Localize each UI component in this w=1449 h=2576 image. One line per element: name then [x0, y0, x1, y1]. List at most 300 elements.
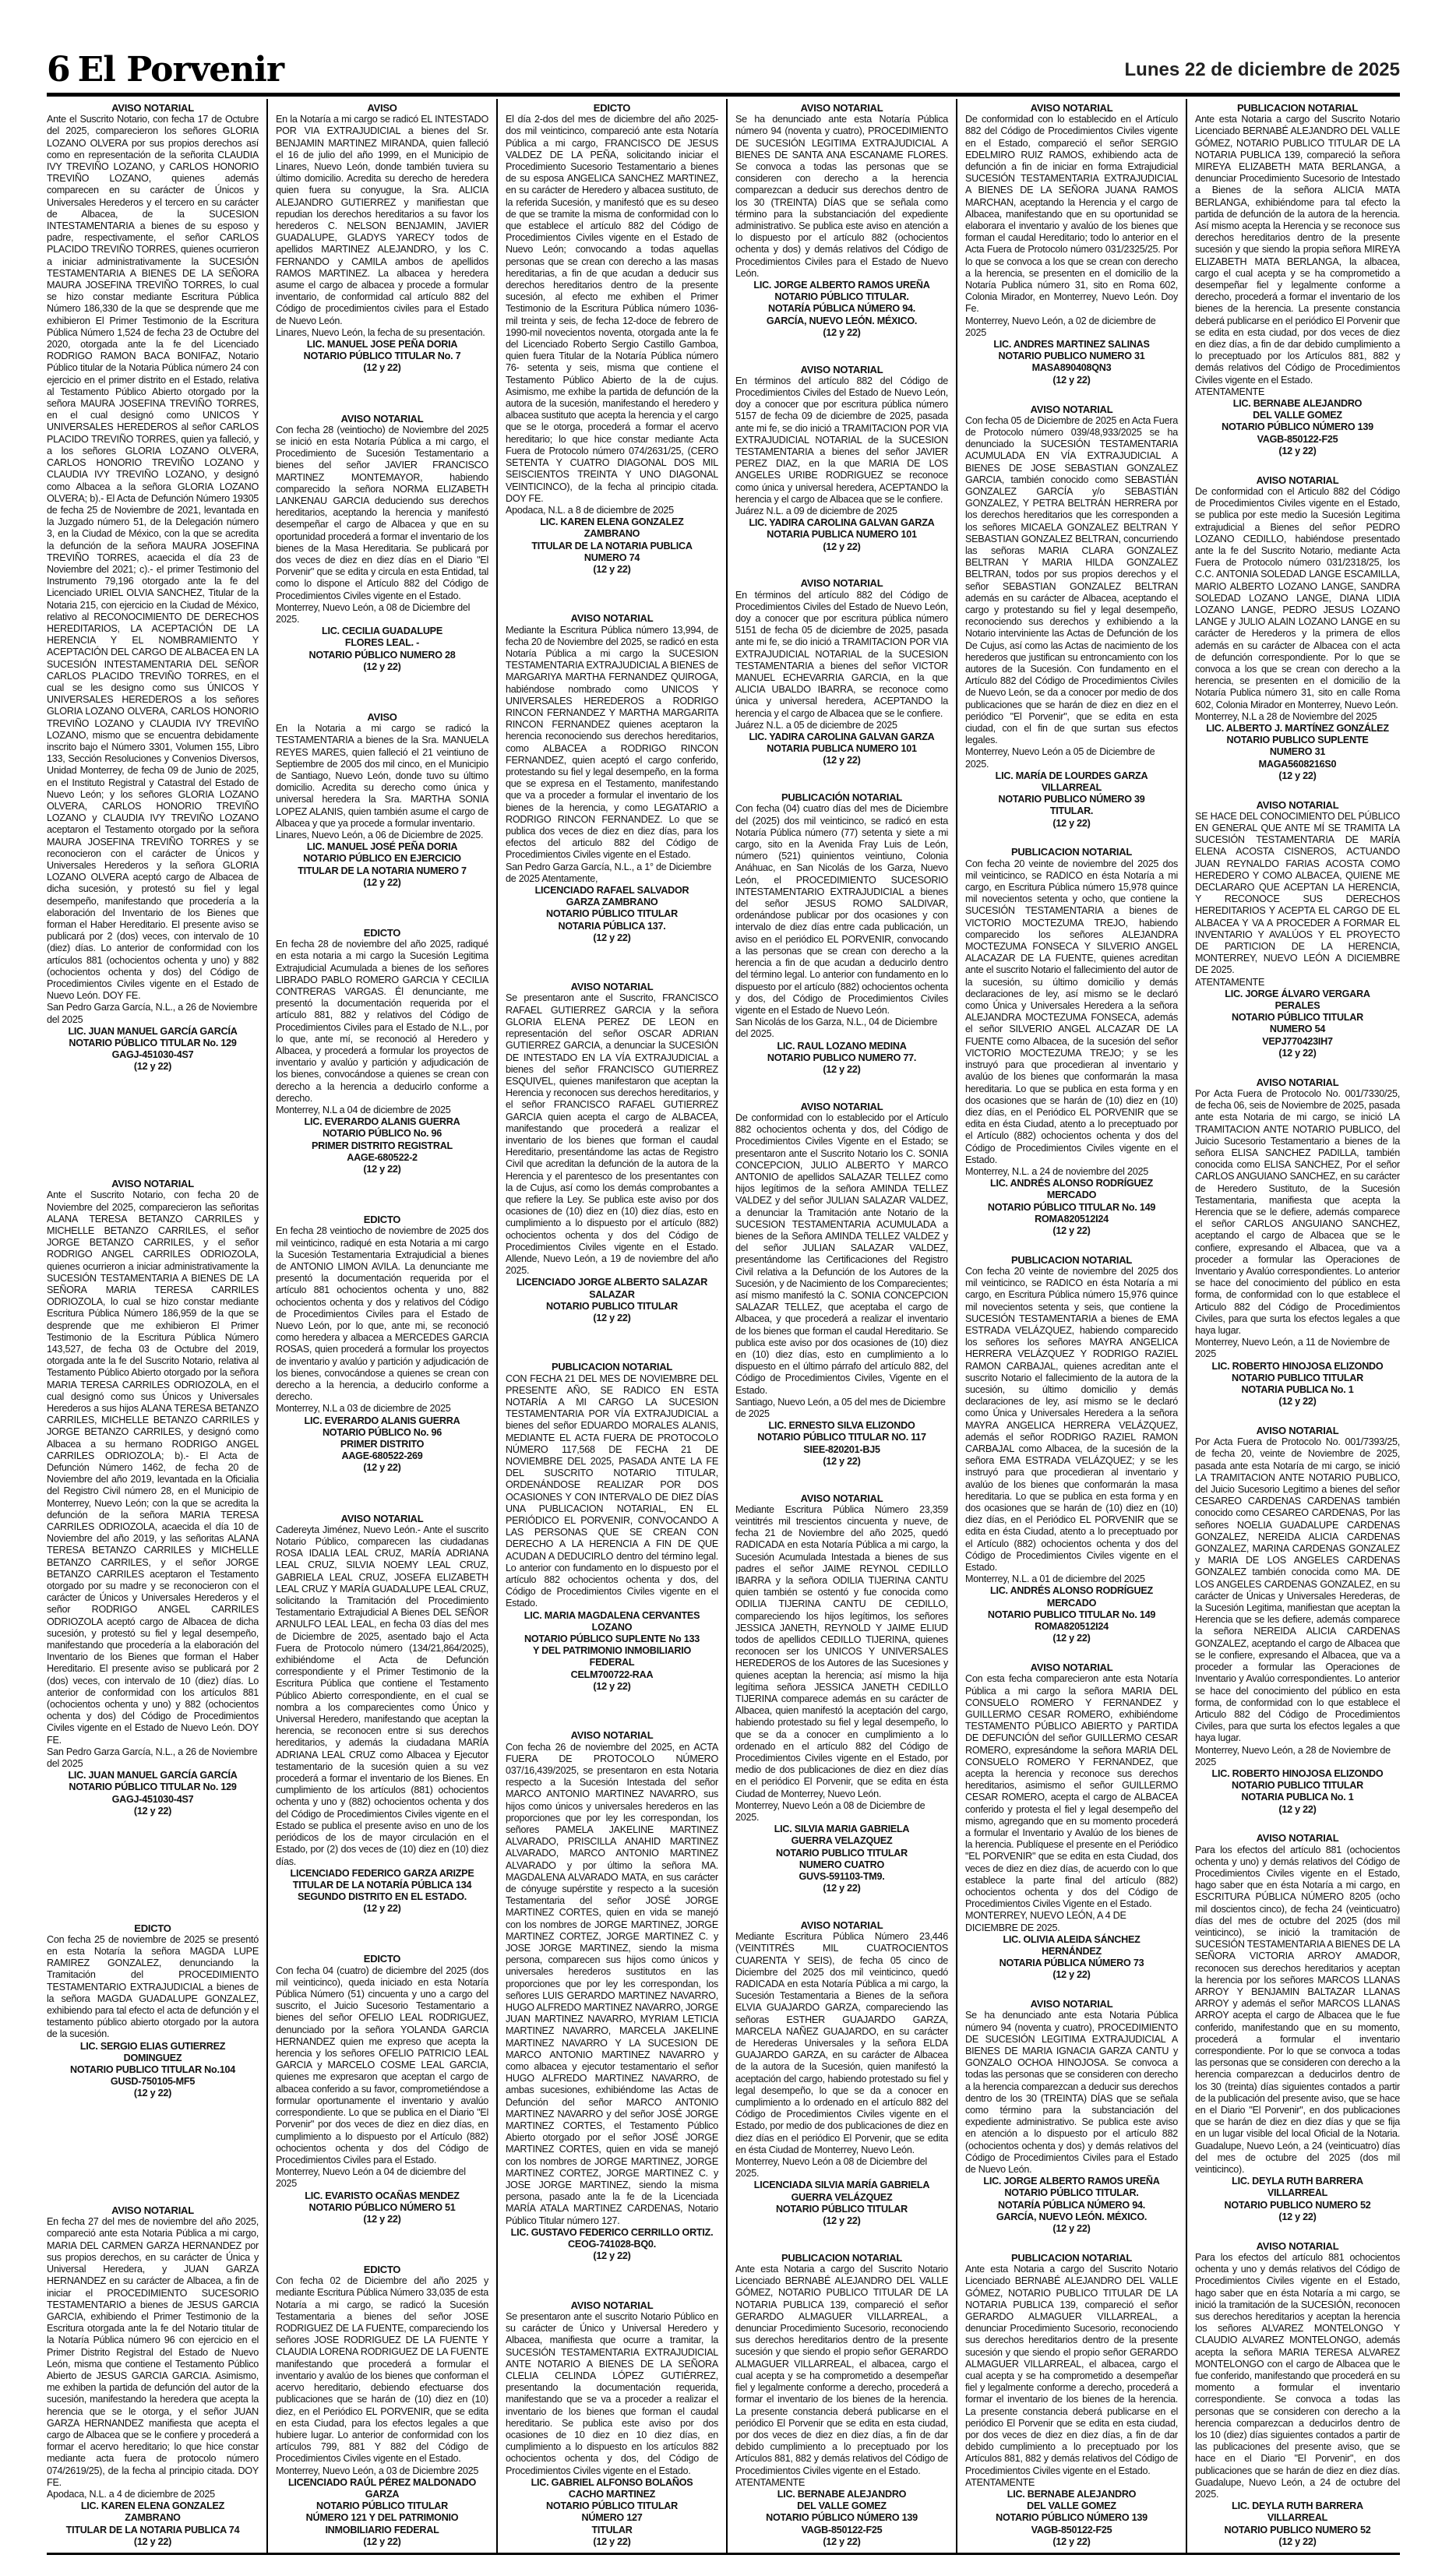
- column-1: [47, 99, 266, 2553]
- signature-line: (12 y 22): [133, 1805, 172, 1817]
- signature-line: LIC. GUSTAVO FEDERICO CERRILLO ORTIZ.: [510, 2226, 714, 2238]
- notice-place-date: Monterrey, N.L. a 01 de diciembre del 2025: [965, 1573, 1145, 1585]
- signature-line: (12 y 22): [363, 2213, 401, 2225]
- signature-line: (12 y 22): [133, 1061, 172, 1073]
- signature-line: (12 y 22): [363, 1903, 401, 1915]
- notary-signature: [276, 1415, 488, 1475]
- notice-title: PUBLICACION NOTARIAL: [1010, 2251, 1133, 2264]
- notary-signature: [735, 280, 948, 339]
- signature-line: ROMA820512I24: [1035, 1621, 1109, 1633]
- signature-line: NOTARIO PÚBLICO NÚMERO 139: [766, 2512, 918, 2524]
- signature-line: NOTARIO PÚBLICO No. 96: [322, 1426, 442, 1438]
- notice-body: Por Acta Fuera de Protocolo No. 001/7330/25, de fecha 06, seis de Noviembre de 2025, pasada ante esta Notaria de mi cargo, se inició LA TRAMITACION ANTE NOTARIO PUBLICO, del Juicio Sucesorio Testamentario a bienes de la señora ELISA SANCHEZ PADILLA, también conocida como ELISA SANCHEZ, Por el señor CARLOS ANGUIANO SANCHEZ, en su carácter de Heredero Sustituto, de la Sucesión Testamentaria, manifiesta que acepta la Herencia que se le defiere, además comparece el señor CARLOS ANGUIANO SANCHEZ, aceptando el cargo de Albacea que se le confiere, expresando el Albacea, que va a proceder a formular las Operaciones de Inventario y Avalúo correspondientes. Lo anterior se hace del conocimiento del público en esta forma, de conformidad con lo que establece el Articulo 882 del Código de Procedimientos Civiles, para que surta los efectos legales a que haya lugar.: [1195, 1087, 1400, 1336]
- signature-line: AAGE-680522-2: [347, 1151, 418, 1163]
- legal-notice: [276, 1513, 488, 1915]
- notary-signature: [735, 2489, 948, 2548]
- notary-signature: [735, 517, 948, 553]
- notice-title: AVISO NOTARIAL: [1030, 102, 1113, 114]
- signature-line: NUMERO CUATRO: [799, 1859, 885, 1870]
- signature-line: LIC. JUAN MANUEL GARCÍA GARCÍA: [68, 1025, 238, 1037]
- signature-line: SEGUNDO DISTRITO EN EL ESTADO.: [297, 1891, 467, 1903]
- notice-place-date: Apodaca, N.L. a 4 de diciembre de 2025: [47, 2488, 215, 2500]
- notice-place-date: Monterrey, Nuevo León a 05 de Diciembre de 2025.: [965, 746, 1155, 770]
- signature-line: (12 y 22): [1052, 374, 1091, 386]
- notice-place-date: Monterrey, N.L. a 24 de noviembre del 2025: [965, 1165, 1148, 1177]
- notice-body: Con fecha 26 de noviembre del 2025, en ACTA FUERA DE PROTOCOLO NÚMERO 037/16,439/2025, se presentaron en esta Notaria respecto a la Sucesión Intestada del señor MARCO ANTONIO MARTINEZ NAVARRO, sus hijos como únicos y universales herederos en las proporciones que por ley les correspondan, los señores PAMELA JAKELINE MARTINEZ ALVARADO, PRISCILLA ANAHID MARTINEZ ALVARADO, MARCO ANTONIO MARTINEZ ALVARADO y por último la señora MA. MAGDALENA ALVARADO MATA, en sus carácter de cónyuge supérstite y respecto a la sucesión Testamentaria del señor JOSÉ JORGE MARTINEZ CORTES, quien en vida se manejó con los nombres de JORGE MARTINEZ, JORGE MARTINEZ CORTEZ, JORGE MARTINEZ C. y JOSE JORGE MARTINEZ, siendo la misma persona, comparecen sus hijos como únicos y universales herederos sustitutos en las proporciones que por ley les correspondan, los señores LUIS GERARDO MARTINEZ NAVARRO, HUGO ALFREDO MARTINEZ NAVARRO, JORGE JUAN MARTINEZ NAVARRO, MYRIAM LETICIA MARTINEZ NAVARRO, MARCELA JAKELINE MARTINEZ NAVARRO Y LA SUCESION DE MARCO ANTONIO MARTINEZ NAVARRO y como albacea y ejecutor testamentario el señor HUGO ALFREDO MARTINEZ NAVARRO, de ambas sucesiones, exhibiéndome las Actas de Defunción del señor MARCO ANTONIO MARTINEZ NAVARRO y del señor JOSÉ JORGE MARTINEZ CORTES, el Testamento Público Abierto otorgado por el señor JOSÉ JORGE MARTINEZ CORTES, quien en vida se manejó con los nombres de JORGE MARTINEZ, JORGE MARTINEZ CORTEZ, JORGE MARTINEZ C. y JOSE JORGE MARTINEZ, siendo la misma persona, pasado ante la fe de la Licenciada MARÍA ATALA MARTINEZ CARDENAS, Notario Público Titular número 127.: [506, 1741, 718, 2226]
- top-rule-divider: [47, 93, 1400, 97]
- notary-signature: [1195, 988, 1400, 1059]
- signature-line: VAGB-850122-F25: [1257, 433, 1338, 445]
- notice-title: AVISO NOTARIAL: [800, 102, 883, 114]
- signature-line: LIC. MANUEL JOSE PEÑA DORIA: [306, 339, 458, 351]
- signature-line: TITULAR DE LA NOTARÍA PÚBLICA 134: [292, 1879, 472, 1891]
- signature-line: SIEE-820201-BJ5: [803, 1443, 880, 1455]
- signature-line: TITULAR DE LA NOTARIA PUBLICA 74: [65, 2524, 240, 2535]
- signature-line: NOTARIO PÚBLICO TITULAR.: [1004, 2187, 1139, 2199]
- signature-line: DEL VALLE GOMEZ: [797, 2500, 887, 2512]
- signature-line: NOTARIO PÚBLICO TITULAR No. 129: [69, 1038, 237, 1049]
- signature-line: ROMA820512I24: [1035, 1213, 1109, 1225]
- signature-line: LIC. MARÍA DE LOURDES GARZA: [995, 770, 1148, 781]
- notice-title: AVISO NOTARIAL: [1030, 1998, 1113, 2010]
- signature-line: ZAMBRANO: [125, 2512, 181, 2524]
- notice-place-date: Monterrey, Nuevo León, a 02 de diciembre de 2025: [965, 315, 1156, 338]
- legal-notice: [1195, 1425, 1400, 1816]
- legal-notice: [965, 1662, 1178, 1981]
- signature-line: LICENCIADO FEDERICO GARZA ARIZPE: [290, 1867, 474, 1879]
- notice-title: AVISO NOTARIAL: [1256, 1076, 1339, 1088]
- notice-title: EDICTO: [134, 1922, 171, 1934]
- signature-line: VEPJ770423IH7: [1262, 1035, 1333, 1047]
- notice-title: PUBLICACION NOTARIAL: [781, 2251, 903, 2264]
- notary-signature: [506, 885, 718, 944]
- signature-line: FEDERAL: [589, 1657, 635, 1669]
- notice-title: EDICTO: [363, 1214, 401, 1226]
- signature-line: NOTARIO PÚBLICO No. 96: [322, 1128, 442, 1140]
- notices-columns: [47, 99, 1400, 2553]
- signature-line: LOZANO: [591, 1621, 633, 1633]
- signature-line: (12 y 22): [823, 541, 861, 552]
- signature-line: LIC. KAREN ELENA GONZALEZ: [540, 516, 684, 528]
- signature-line: AAGE-680522-269: [341, 1450, 423, 1462]
- legal-notice: [276, 1953, 488, 2225]
- signature-line: NOTARIO PÚBLICO TITULAR: [776, 2203, 908, 2215]
- notice-place-date: Monterrey, Nuevo León a 08 de Diciembre de 2025.: [735, 1799, 925, 1824]
- legal-notice: [47, 102, 259, 1073]
- signature-line: NOTARIO PÚBLICO NÚMERO 139: [1222, 421, 1373, 433]
- signature-line: MAGA5608216S0: [1258, 758, 1337, 770]
- notice-place-date: Monterrey, N.L a 04 de diciembre de 2025: [276, 1105, 451, 1116]
- signature-line: (12 y 22): [1052, 1225, 1091, 1236]
- legal-notice: [276, 1214, 488, 1474]
- notary-signature: [1195, 2500, 1400, 2548]
- signature-line: (12 y 22): [363, 1164, 401, 1175]
- notice-place-date: Juárez N.L. a 09 de diciembre de 2025: [735, 506, 897, 517]
- notice-place-date: Monterrey, Nuevo León a 04 de diciembre del 2025: [276, 2166, 466, 2190]
- notice-title: AVISO NOTARIAL: [570, 981, 654, 993]
- notary-signature: [276, 2190, 488, 2226]
- notice-title: AVISO NOTARIAL: [1256, 1425, 1339, 1437]
- signature-line: SALAZAR: [589, 1288, 635, 1300]
- notice-body: De conformidad con lo establecido en el Artículo 882 del Código de Procedimientos Civiles vigente en el Estado, compareció el señor SERGIO EDELMIRO RUIZ RAMOS, exhibiendo acta de defunción a fin de iniciar en forma Extrajudicial SUCESIÓN TESTAMENTARIA EXTRAJUDICIAL A BIENES DE LA SEÑORA JUANA RAMOS MARCHAN, aceptando la Herencia y el cargo de Albacea, manifestando que en su oportunidad se elaborara el inventario y avalúo de los bienes que forman el caudal Hereditario; todo lo anterior en el Acta Fuera de Protocolo número 031/2325/25. Por lo que se convoca a los que se crean con derecho a la herencia, se presenten en el domicilio de la Notaría Publica número 31, sito en Roma 602, Colonia Mirador, en Monterrey, Nuevo León. Doy Fe.: [965, 114, 1178, 315]
- signature-line: LICENCIADO RAFAEL SALVADOR: [534, 885, 689, 897]
- signature-line: LIC. GABRIEL ALFONSO BOLAÑOS: [531, 2476, 693, 2488]
- signature-line: (12 y 22): [823, 755, 861, 766]
- notary-signature: [735, 1420, 948, 1468]
- signature-line: TITULAR DE LA NOTARIA NUMERO 7: [298, 865, 467, 876]
- signature-line: (12 y 22): [823, 326, 861, 338]
- legal-notice: [506, 2299, 718, 2548]
- notice-title: EDICTO: [363, 2264, 401, 2276]
- notice-place-date: ATENTAMENTE: [1195, 386, 1265, 397]
- signature-line: NOTARÍA PÚBLICA NÚMERO 94.: [768, 303, 915, 315]
- signature-line: LIC. JUAN MANUEL GARCÍA GARCÍA: [68, 1770, 238, 1781]
- notice-body: SE HACE DEL CONOCIMIENTO DEL PÚBLICO EN GENERAL QUE ANTE MÍ SE TRAMITA LA SUCESIÓN TESTAMENTARIA DE MARÍA ELENA ACOSTA CISNEROS, ACTUANDO JUAN REYNALDO FARIAS ACOSTA COMO HEREDERO Y COMO ALBACEA, QUIENE ME DECLARARO QUE ACEPTAN LA HERENCIA, Y RECONOCE SUS DERECHOS HEREDITARIOS Y ACEPTA EL CARGO DE EL ALBACEA Y VA A PROCEDER A FORMAR EL INVENTARIO Y AVALÚOS Y EL PROYECTO DE PARTICION DE LA HERENCIA, MONTERREY, NUEVO LEÓN A DICIEMBRE DE 2025.: [1195, 810, 1400, 976]
- notice-body: De conformidad con lo establecido por el Artículo 882 ochocientos ochenta y dos, del Código de Procedimientos Civiles Vigente en el Estado; se presentaron ante el Suscrito Notario los C. SONIA CONCEPCION, JULIO ALBERTO Y MARCO ANTONIO de apellidos SALAZAR TELLEZ como hijos legítimos de la señora AMINDA TELLEZ VALDEZ y del señor JULIAN SALAZAR VALDEZ, a denunciar la Tramitación ante Notario de la SUCESION TESTAMENTARIA ACUMULADA a bienes de la Señora AMINDA TELLEZ VALDEZ y del señor JULIAN SALAZAR VALDEZ, presentándome las Certificaciones del Registro Civil relativa a la Defunción de los Autores de la Sucesión, y de Nacimiento de los Comparecientes; así mismo manifestó la C. SONIA CONCEPCION SALAZAR TELLEZ, que aceptaba el cargo de Albacea, y que procederá a realizar el inventario de los bienes que forman el caudal Hereditario. Se publica este aviso por dos ocasiones de (10) diez en (10) diez días, esto en cumplimiento a lo dispuesto en el último párrafo del artículo 882, del Código de Procedimientos Civiles, Vigente en el Estado.: [735, 1112, 948, 1396]
- signature-line: LIC. BERNABE ALEJANDRO: [1232, 398, 1363, 410]
- legal-notice: [1195, 1077, 1400, 1408]
- signature-line: NOTARIO PÚBLICO NUMERO 28: [308, 649, 456, 661]
- notice-body: Con fecha 20 veinte de noviembre del 2025 dos mil veinticinco, se RADICO en ésta Notaría a mi cargo, en Escritura Pública número 15,976 quince mil novecientos setenta y seis, que contiene la SUCESIÓN TESTAMENTARIA a bienes de EMA ESTRADA VELÁZQUEZ, habiendo comparecido los señores los señores MAYRA ANGELICA HERRERA VELÁZQUEZ Y RODRIGO RAZIEL RAMON CARBAJAL, quienes acreditan ante el suscrito Notario el fallecimiento de la autora de la sucesión, su último domicilio y demás declaraciones de ley, así mismo se le declaró como Única y Universales Heredera a la señora MAYRA ANGELICA HERRERA VELÁZQUEZ, además el señor RODRIGO RAZIEL RAMON CARBAJAL como Albacea, de la sucesión de la señora EMA ESTRADA VELÁZQUEZ; y se les instruyó para que procedieran al inventario y avalúo de los bienes que conformarán la masa hereditaria. Lo que se publica en esta forma y en dos ocasiones que se harán de (10) diez en (10) diez días, en el Periódico EL PORVENIR que se edita en ésta Ciudad, atento a lo preceptuado por el Artículo (882) ochocientos ochenta y dos del Código de Procedimientos Civiles vigente en el Estado.: [965, 1265, 1178, 1573]
- notice-title: AVISO NOTARIAL: [111, 2204, 194, 2217]
- signature-line: NOTARIA PUBLICA No. 1: [1241, 1384, 1354, 1395]
- notice-body: CON FECHA 21 DEL MES DE NOVIEMBRE DEL PRESENTE AÑO, SE RADICO EN ESTA NOTARÍA A MI CARGO LA SUCESION TESTAMENTARIA POR VÍA EXTRAJUDICIAL a bienes del señor EDUARDO MORALES ALANIS, MEDIANTE EL ACTA FUERA DE PROTOCOLO NÚMERO 117,568 DE FECHA 21 DE NOVIEMBRE DEL 2025, PASADA ANTE LA FE DEL SUSCRITO NOTARIO TITULAR, ORDENÁNDOSE REALIZAR POR DOS OCASIONES Y CON INTERVALO DE DIEZ DÍAS UNA PUBLICACION NOTARIAL, EN EL PERIÓDICO EL PORVENIR, CONVOCANDO A LAS PERSONAS QUE SE CREAN CON DERECHO A LA HERENCIA A FIN DE QUE ACUDAN A DEDUCIRLO dentro del término legal. Lo anterior con fundamento en lo dispuesto por el artículo 882 ochocientos ochenta y dos, del Código de Procedimientos Civiles vigente en el Estado.: [506, 1373, 718, 1609]
- signature-line: (12 y 22): [1278, 1803, 1317, 1815]
- notary-signature: [965, 339, 1178, 386]
- legal-notice: [506, 1361, 718, 1693]
- signature-line: NÚMERO 121 Y DEL PATRIMONIO: [305, 2512, 459, 2524]
- signature-line: CEOG-741028-BQ0.: [568, 2239, 656, 2250]
- signature-line: (12 y 22): [363, 876, 401, 888]
- signature-line: PRIMER DISTRITO REGISTRAL: [311, 1140, 453, 1151]
- notice-body: Con fecha 02 de Diciembre del año 2025 y mediante Escritura Pública Número 33,035 de esta Notaría a mi cargo, se radicó la Sucesión Testamentaria a bienes del señor JOSE RODRIGUEZ DE LA FUENTE, compareciendo los señores JOSE RODRIGUEZ DE LA FUENTE Y CLAUDIA LORENA RODRIGUEZ DE LA FUENTE manifestando que procederá a formular el inventario y avalúo de los bienes que conforman el acervo hereditario, debiendo efectuarse dos publicaciones que se harán de (10) diez en (10) diez, en el Periódico EL PORVENIR, que se edita en esta Ciudad, para los efectos legales a que hubiere lugar. Lo anterior de conformidad con los artículos 799, 881 Y 882 del Código de Procedimientos Civiles vigente en el Estado.: [276, 2275, 488, 2465]
- notice-body: Mediante Escritura Pública Número 23,359 veintitrés mil trescientos cincuenta y nueve, de fecha 21 de Noviembre del año 2025, quedó RADICADA en esta Notaría Pública a mi cargo, la Sucesión Acumulada Intestada a bienes de sus padres el señor JAIME REYNOL CEDILLO IBARRA y la señora ODILIA TIJERINA CANTU quien también se ostentó y fue conocida como ODILIA TIJERINA CANTU DE CEDILLO, compareciendo los hijos legítimos, los señores JESSICA JANETH, REYNOLD Y JAIME ELIUD todos de apellidos CEDILLO TIJERINA, quienes reconocen ser los UNICOS Y UNIVERSALES HEREDEROS de los Autores de las Sucesiones y quienes aceptan la herencia; así mismo la hija legítima señora JESSICA JANETH CEDILLO TIJERINA comparece además en su carácter de Albacea, quien manifestó la aceptación del cargo, habiendo protestado su fiel y legal desempeño, lo que se da a conocer en cumplimiento a lo ordenado en el artículo 882 del Código de Procedimientos Civiles vigente en el Estado, por medio de dos publicaciones de diez en diez días en el periódico El Porvenir, que se edita en ésta Ciudad de Monterrey, Nuevo León.: [735, 1503, 948, 1799]
- signature-line: LICENCIADO RAÚL PÉREZ MALDONADO: [287, 2476, 477, 2488]
- signature-line: NÚMERO 127: [581, 2512, 643, 2524]
- notice-body: Para los efectos del artículo 881 ochocientos ochenta y uno y demás relativos del Código de Procedimientos Civiles vigente en el Estado, hago saber que en ésta Notaría a mi cargo, se inició la tramitación de la SUCESIÓN, reconocen sus derechos hereditarios y aceptan la herencia los señores ALVAREZ MONTELONGO Y CLAUDIO ALVAREZ MONTELONGO, además acepta la señora MARIA TERESA ALVAREZ MONTELONGO con el cargo de Albacea que le fue conferido, manifestando que procederá en su momento a formular el inventario correspondiente. Se convoca a todas las personas que se consideren con derecho a la herencia comparezcan a deducirlos dentro de los 10 (diez) días siguientes contados a partir de las publicaciones del presente aviso, que se hace en el Diario "El Porvenir", en dos publicaciones que se harán de diez en diez días. Guadalupe, Nuevo León, a 24 de octubre del 2025.: [1195, 2251, 1400, 2500]
- notice-title: PUBLICACIÓN NOTARIAL: [781, 791, 903, 804]
- signature-line: HERNÁNDEZ: [1042, 1945, 1102, 1957]
- notice-title: AVISO NOTARIAL: [570, 2299, 654, 2311]
- legal-notice: [965, 102, 1178, 386]
- signature-line: NOTARIO PÚBLICO NÚMERO 139: [996, 2512, 1148, 2524]
- signature-line: MERCADO: [1046, 1597, 1097, 1609]
- notice-place-date: MONTERREY, NUEVO LEÓN, A 4 DE DICIEMBRE DE 2025.: [965, 1910, 1126, 1933]
- signature-line: GARZA ZAMBRANO: [566, 897, 658, 908]
- legal-notice: [506, 102, 718, 576]
- signature-line: CELM700722-RAA: [570, 1669, 654, 1680]
- signature-line: LIC. JORGE ALBERTO RAMOS UREÑA: [983, 2176, 1160, 2187]
- signature-line: NOTARIO PÚBLICO TITULAR No. 129: [69, 1781, 237, 1793]
- notice-body: Se ha denunciado ante esta Notaría Pública número 94 (noventa y cuatro), PROCEDIMIENTO DE SUCESIÓN LEGITIMA EXTRAJUDICIAL A BIENES DE SANTA ANA ESCANAME FLORES. Se convoca a todas las personas que se consideren con derecho a la herencia comparezcan a deducir sus derechos dentro de los 30 (TREINTA) DÍAS que se señala como término para la substanciación del expediente administrativo. Se publica este aviso en atención a lo dispuesto por el artículo 882 (ochocientos ochenta y dos) y demás relativos del Código de Procedimientos Civiles para el Estado de Nuevo León.: [735, 114, 948, 279]
- legal-notice: [735, 1919, 948, 2227]
- notary-signature: [47, 2041, 259, 2100]
- column-2: [266, 99, 496, 2553]
- signature-line: GAGJ-451030-4S7: [111, 1793, 194, 1805]
- notice-title: AVISO NOTARIAL: [1030, 1662, 1113, 1674]
- signature-line: DEL VALLE GOMEZ: [1253, 410, 1342, 421]
- signature-line: NOTARIO PUBLICO SUPLENTE: [1226, 735, 1369, 746]
- column-5: [956, 99, 1186, 2553]
- signature-line: NOTARIO PUBLICO NUMERO 52: [1224, 2524, 1371, 2535]
- notice-place-date: Monterrey, Nuevo León, a 28 de Noviembre de 2025: [1195, 1744, 1391, 1767]
- notice-title: AVISO NOTARIAL: [340, 1512, 424, 1524]
- notice-title: AVISO NOTARIAL: [1256, 2239, 1339, 2252]
- signature-line: (12 y 22): [133, 2088, 172, 2099]
- signature-line: NOTARIO PÚBLICO SUPLENTE No 133: [524, 1633, 700, 1645]
- notice-title: PUBLICACION NOTARIAL: [551, 1361, 673, 1373]
- notice-body: Se presentaron ante el Suscrito, FRANCISCO RAFAEL GUTIERREZ GARCIA y la señora GLORIA ELENA PEREZ DE LEON en representación del señor OSCAR ADRIAN GUTIERREZ GARCIA, a denunciar la SUCESIÓN DE INTESTADO EN LA VÍA EXTRAJUDICIAL a bienes del señor FRANCISCO GUTIERREZ ESQUIVEL, quienes manifestaron que aceptan la Herencia y reconocen sus derechos hereditarios, y el señor FRANCISCO RAFAEL GUTIERREZ GARCIA quien acepta el cargo de ALBACEA, manifestando que procederá a realizar el inventario de los bienes que forman el caudal Hereditario, presentándome las actas de Registro Civil que acreditan la defunción de la autora de la Herencia y el parentesco de los presentantes con la de Cujus, así como los demás comprobantes a que refiere la Ley. Se publica este aviso por dos ocasiones de (10) diez en (10) diez días, esto en cumplimiento a lo dispuesto por el artículo (882) ochocientos ochenta y dos del Código de Procedimientos Civiles vigente en el Estado. Allende, Nuevo León, a 19 de noviembre del año 2025.: [506, 992, 718, 1277]
- signature-line: LIC. BERNABE ALEJANDRO: [1007, 2488, 1137, 2500]
- signature-line: NOTARIO PÚBLICO TITULAR: [546, 908, 678, 920]
- signature-line: NOTARIO PÚBLICO EN EJERCICIO: [303, 853, 461, 865]
- signature-line: LIC. EVERARDO ALANIS GUERRA: [304, 1415, 460, 1426]
- signature-line: DOMINGUEZ: [123, 2052, 182, 2063]
- column-6: [1186, 99, 1400, 2553]
- notice-body: Cadereyta Jiménez, Nuevo León.- Ante el suscrito Notario Público, comparecen las ciudadanas ROSA IDALIA LEAL CRUZ, MARÍA ADRIANA LEAL CRUZ, SILVIA NOEMY LEAL CRUZ, GABRIELA LEAL CRUZ, JOSEFA ELIZABETH LEAL CRUZ Y MARÍA GUADALUPE LEAL CRUZ, solicitando la Tramitación del Procedimiento Testamentario Extrajudicial A Bienes DEL SEÑOR ARNULFO LEAL LEAL, en fecha 03 días del mes de Diciembre de 2025, asentado bajo el Acta Fuera de Protocolo número (134/21,864/2025), exhibiéndome el Acta de Defunción correspondiente y el Primer Testimonio de la Escritura Pública que contiene el Testamento Público Abierto correspondiente, en el cual se nombra a los comparecientes como Único y Universal Heredero, manifestando que aceptan la herencia, se reconocen entre si sus derechos hereditarios, y además la ciudadana MARÍA ADRIANA LEAL CRUZ como Albacea y Ejecutor testamentario de la sucesión quien a su vez procederá a formar el inventario de los Bienes. En cumplimiento de los artículos (881) ochocientos ochenta y uno y (882) ochocientos ochenta y dos del Código de Procedimientos Civiles vigente en el Estado se publica el presente aviso en uno de los periódicos de los de mayor circulación en el Estado, por (2) dos veces de (10) diez en (10) diez días.: [276, 1524, 488, 1867]
- legal-notice: [1195, 1832, 1400, 2223]
- signature-line: NOTARIA PÚBLICA 137.: [558, 920, 666, 932]
- notice-place-date: Monterrey, Nuevo León, a 08 de Diciembre del 2025.: [276, 601, 471, 625]
- notice-place-date: Monterrey, Nuevo León a 08 de Diciembre del 2025.: [735, 2156, 927, 2180]
- signature-line: GUVS-591103-TM9.: [799, 1871, 885, 1883]
- signature-line: NOTARIA PUBLICA NUMERO 101: [767, 529, 917, 541]
- notice-title: AVISO NOTARIAL: [111, 1178, 194, 1190]
- notice-body: Con fecha (04) cuatro días del mes de Diciembre del (2025) dos mil veinticinco, se radicó en esta Notaría Pública número (77) setenta y siete a mi cargo, sito en la Avenida Fray Luis de León, número (521) quinientos veintiuno, Colonia Anáhuac, en San Nicolás de los Garza, Nuevo León, el PROCEDIMIENTO SUCESORIO INTESTAMENTARIO EXTRAJUDICIAL a bienes del señor JESUS ROMO SALDIVAR, ordenándose publicar por dos ocasiones y con intervalo de diez días entre cada publicación, un aviso en el periódico EL PORVENIR, convocando a las personas que se crean con derecho a la herencia a fin de que acudan a deducirlo dentro del término legal. Lo anterior con fundamento en lo dispuesto por el artículo (882) ochocientos ochenta y dos, del Código de Procedimientos Civiles vigente en el Estado de Nuevo León.: [735, 803, 948, 1016]
- notice-body: Con fecha 20 veinte de noviembre del 2025 dos mil veinticinco, se RADICO en ésta Notaría a mi cargo, en Escritura Pública número 15,978 quince mil novecientos setenta y ocho, que contiene la SUCESIÓN TESTAMENTARIA a bienes de VICTORIO MOCTEZUMA TREJO, habiendo comparecido los señores ALEJANDRA MOCTEZUMA FONSECA Y SILVERIO ANGEL ALACAZAR DE LA FUENTE, quienes acreditan ante el suscrito Notario el fallecimiento del autor de la sucesión, su último domicilio y demás declaraciones de ley, así mismo se le declaró como Única y Universales Heredera a la señora ALEJANDRA MOCTEZUMA FONSECA, además el señor SILVERIO ANGEL ALCAZAR DE LA FUENTE como Albacea, de la sucesión del señor VICTORIO MOCTEZUMA TREJO; y se les instruyó para que procedieran al inventario y avalúo de los bienes que conformarán la masa hereditaria. Lo que se publica en esta forma y en dos ocasiones que se harán de (10) diez en (10) diez días, en el Periódico EL PORVENIR que se edita en ésta Ciudad, atento a lo preceptuado por el Artículo (882) ochocientos ochenta y dos del Código de Procedimientos Civiles vigente en el Estado.: [965, 858, 1178, 1165]
- notary-signature: [965, 2489, 1178, 2548]
- notice-place-date: Monterrey, Nuevo León, a 11 de Noviembre de 2025: [1195, 1337, 1390, 1360]
- notary-signature: [735, 1041, 948, 1077]
- notice-place-date: Monterrey, Nuevo León, a 03 de Diciembre 2025: [276, 2465, 479, 2476]
- signature-line: (12 y 22): [593, 563, 631, 575]
- signature-line: NOTARIO PÚBLICO TITULAR: [1232, 1012, 1363, 1024]
- notice-body: En fecha 28 de noviembre del año 2025, radiqué en esta notaria a mi cargo la Sucesión Legitima Extrajudicial Acumulada a bienes de los señores LIBRADO PABLO ROMERO GARCIA Y CECILIA CONTRERAS VARGAS. Él denunciante, me presentó la documentación requerida por el artículo 881, 882 y relativos del Código de Procedimientos Civiles para el Estado de N.L., por lo que, ante mí, se reconoció al Heredero y Albacea, y procederá a formular los proyectos de inventario y avalúo y partición y adjudicación de los bienes, convocándose a quienes se crean con derecho a la herencia a deducirlo conforme a derecho.: [276, 939, 488, 1104]
- masthead: [47, 48, 1400, 93]
- signature-line: NOTARIO PUBLICO TITULAR No.104: [70, 2064, 235, 2075]
- signature-line: VILLARREAL: [1267, 2512, 1328, 2524]
- notice-title: AVISO NOTARIAL: [1256, 474, 1339, 486]
- signature-line: CACHO MARTINEZ: [568, 2488, 656, 2500]
- signature-line: (12 y 22): [363, 362, 401, 374]
- legal-notice: [965, 403, 1178, 830]
- notice-place-date: San Pedro Garza García, N.L., a 1° de Diciembre de 2025 Atentamente,: [506, 861, 712, 884]
- signature-line: NOTARIA PUBLICA No. 1: [1241, 1792, 1354, 1803]
- notary-signature: [276, 625, 488, 673]
- notice-title: AVISO NOTARIAL: [340, 412, 424, 425]
- signature-line: LIC. ALBERTO J. MARTÍNEZ GONZÁLEZ: [1206, 722, 1389, 734]
- legal-notice: [735, 102, 948, 339]
- notice-body: De conformidad con el Articulo 882 del Código de Procedimientos Civiles vigente en el Estado, se publica por este medio la Sucesión Legitima extrajudicial a Bienes del señor PEDRO LOZANO CEDILLO, habiéndose presentado ante la fe del Suscrito Notario, mediante Acta Fuera de Protocolo número 031/2318/25, los C.C. ANTONIA SOLEDAD LANGE ESCAMILLA, MARIO ALBERTO LOZANO LANGE, SANDRA SOLEDAD LOZANO LANGE, DIANA LIDIA LOZANO LANGE, PEDRO JESUS LOZANO LANGE y JULIO ALAIN LOZANO LANGE en su carácter de Herederos y la primera de ellos además en su carácter de Albacea con el acta de defunción correspondiente. Por lo que se convoca a los que se crean con derecho a la herencia, se presenten en el domicilio de la Notaría Publica número 31, sito en calle Roma 602, Colonia Mirador en Monterrey, Nuevo León.: [1195, 485, 1400, 710]
- notice-place-date: Monterrey, N.L a 28 de Noviembre del 2025: [1195, 710, 1377, 722]
- legal-notice: [1195, 102, 1400, 457]
- signature-line: LIC. EVARISTO OCAÑAS MENDEZ: [305, 2190, 460, 2201]
- notice-title: AVISO NOTARIAL: [800, 577, 883, 590]
- signature-line: (12 y 22): [823, 2535, 861, 2547]
- legal-notice: [506, 1729, 718, 2262]
- signature-line: LIC. SERGIO ELIAS GUTIERREZ: [79, 2040, 226, 2052]
- notice-title: EDICTO: [593, 102, 631, 114]
- signature-line: VAGB-850122-F25: [1031, 2524, 1112, 2535]
- notice-title: AVISO: [367, 711, 397, 724]
- notary-signature: [1195, 1361, 1400, 1408]
- signature-line: LIC. JORGE ALBERTO RAMOS UREÑA: [753, 280, 930, 291]
- notice-title: AVISO NOTARIAL: [1256, 798, 1339, 811]
- notary-signature: [1195, 723, 1400, 782]
- signature-line: GUSD-750105-MF5: [110, 2076, 196, 2088]
- signature-line: NOTARIO PÚBLICO TITULAR No. 149: [987, 1201, 1156, 1213]
- notice-title: PUBLICACION NOTARIAL: [1236, 102, 1359, 114]
- notary-signature: [1195, 1768, 1400, 1816]
- signature-line: (12 y 22): [1278, 770, 1317, 781]
- notary-signature: [276, 2477, 488, 2548]
- signature-line: LIC. ERNESTO SILVA ELIZONDO: [768, 1420, 915, 1432]
- signature-line: NOTARIO PUBLICO NUMERO 52: [1224, 2199, 1371, 2211]
- notary-signature: [965, 2176, 1178, 2235]
- signature-line: NOTARIA PÚBLICA NÚMERO 73: [999, 1958, 1144, 1969]
- legal-notice: [965, 1998, 1178, 2235]
- signature-line: (12 y 22): [363, 661, 401, 672]
- signature-line: (12 y 22): [363, 1462, 401, 1474]
- signature-line: DEL VALLE GOMEZ: [1027, 2500, 1116, 2512]
- notary-signature: [506, 1277, 718, 1324]
- signature-line: MASA890408QN3: [1031, 362, 1112, 374]
- signature-line: FLORES LEAL. -: [344, 637, 420, 649]
- notary-signature: [965, 1585, 1178, 1644]
- notice-body: Se ha denunciado ante esta Notaria Pública número 94 (noventa y cuatro), PROCEDIMIENTO DE SUCESIÓN LEGITIMA EXTRAJUDICIAL A BIENES DE MARIA IGNACIA GARZA CANTU y GONZALO OCHOA HINOJOSA. Se convoca a todas las personas que se consideren con derecho a la herencia comparezcan a deducir sus derechos dentro de los 30 (TREINTA) DÍAS que se señala como término para la substanciación del expediente administrativo. Se publica este aviso en atención a lo dispuesto por el artículo 882 (ochocientos ochenta y dos) y demás relativos del Código de Procedimientos Civiles para el Estado de Nuevo León.: [965, 2010, 1178, 2176]
- signature-line: (12 y 22): [593, 1312, 631, 1323]
- notice-place-date: San Nicolás de los Garza, N.L., 04 de Diciembre del 2025.: [735, 1017, 938, 1040]
- signature-line: INMOBILIARIO FEDERAL: [325, 2524, 439, 2535]
- notice-body: Linares, Nuevo León, la fecha de su presentación.: [276, 326, 485, 338]
- notary-signature: [506, 516, 718, 576]
- notary-signature: [276, 1116, 488, 1175]
- signature-line: (12 y 22): [1278, 2535, 1317, 2547]
- signature-line: VILLARREAL: [1041, 782, 1102, 793]
- legal-notice: [735, 1101, 948, 1468]
- notice-title: AVISO NOTARIAL: [111, 102, 194, 114]
- legal-notice: [965, 1254, 1178, 1645]
- notice-title: AVISO NOTARIAL: [800, 1492, 883, 1504]
- signature-line: LIC. ANDRÉS ALONSO RODRÍGUEZ: [990, 1585, 1153, 1597]
- notice-place-date: San Pedro Garza García, N.L., a 26 de Noviembre del 2025: [47, 1002, 258, 1025]
- signature-line: (12 y 22): [593, 2535, 631, 2547]
- signature-line: (12 y 22): [1052, 1633, 1091, 1644]
- signature-line: NOTARIO PUBLICO TITULAR: [546, 1300, 678, 1312]
- signature-line: LIC. YADIRA CAROLINA GALVAN GARZA: [749, 731, 935, 743]
- signature-line: NOTARIO PUBLICO TITULAR No. 149: [987, 1609, 1156, 1620]
- notary-signature: [47, 1026, 259, 1073]
- signature-line: NUMERO 54: [1269, 1024, 1326, 1035]
- notice-body: En fecha 27 del mes de noviembre del año 2025, compareció ante esta Notaria Pública a mi cargo, MARIA DEL CARMEN GARZA HERNANDEZ por sus propios derechos, en su carácter de Única y Universal Heredera, y JUAN GARZA HERNANDEZ en su carácter de Albacea, a fin de iniciar el PROCEDIMIENTO SUCESORIO TESTAMENTARIO a bienes de JESUS GARCIA GARCIA, exhibiendo el Primer Testimonio de la Escritura otorgada ante la fe del Notario titular de la Notaría Pública número 96 con ejercicio en el Primer Distrito Registral del Estado de Nuevo León, misma que contiene el Testamento Público Abierto de JESUS GARCIA GARCIA. Asimismo, me exhiben la partida de defunción del autor de la sucesión, manifestando la heredera que acepta la herencia que se le otorga, y el señor JUAN GARZA HERNANDEZ manifiesta que acepta el cargo de Albacea que se le confiere y procederá a formar el acervo hereditario; lo que hice constar mediante acta fuera de protocolo número 074/2619/25), de la fecha al principio citada. DOY FE.: [47, 2216, 259, 2488]
- notice-title: AVISO NOTARIAL: [1256, 1832, 1339, 1845]
- notary-signature: [276, 1868, 488, 1915]
- signature-line: LIC. DEYLA RUTH BARRERA: [1232, 2176, 1363, 2187]
- legal-notice: [735, 2252, 948, 2548]
- bottom-rule-divider: [47, 2553, 1400, 2555]
- legal-notice: [276, 102, 488, 375]
- logo-text: El Porvenir: [77, 50, 284, 90]
- notice-body: Con fecha 25 de noviembre de 2025 se presentó en esta Notaría la señora MAGDA LUPE RAMIREZ GONZALEZ, denunciando la Tramitación del PROCEDIMIENTO TESTAMENTARIO EXTRAJUDICIAL a bienes de la señora MAGDA GUADALUPE GONZALEZ, exhibiendo para tal efecto el acta de defunción y el testamento público abierto otorgado por la autora de la sucesión.: [47, 1933, 259, 2040]
- signature-line: VILLARREAL: [1267, 2187, 1328, 2199]
- notice-title: EDICTO: [363, 1953, 401, 1965]
- notice-place-date: Linares, Nuevo León, a 06 de Diciembre de 2025.: [276, 830, 484, 841]
- signature-line: PERALES: [1274, 1000, 1320, 1012]
- signature-line: GARCÍA, NUEVO LEÓN. MÉXICO.: [766, 315, 918, 326]
- notary-signature: [1195, 398, 1400, 457]
- signature-line: (12 y 22): [1052, 1969, 1091, 1981]
- signature-line: NOTARÍA PÚBLICA NÚMERO 94.: [998, 2199, 1145, 2211]
- signature-line: LIC. DEYLA RUTH BARRERA: [1232, 2500, 1363, 2512]
- signature-line: LIC. MARIA MAGDALENA CERVANTES: [524, 1609, 700, 1621]
- legal-notice: [735, 791, 948, 1076]
- notary-signature: [506, 2477, 718, 2548]
- notary-signature: [965, 1934, 1178, 1982]
- signature-line: (12 y 22): [593, 2250, 631, 2262]
- signature-line: (12 y 22): [133, 2535, 172, 2547]
- notice-body: Ante esta Notaria a cargo del Suscrito Notario Licenciado BERNABÉ ALEJANDRO DEL VALLE GÓMEZ, NOTARIO PUBLICO TITULAR DE LA NOTARIA PUBLICA 139, compareció el señor GERARDO ALMAGUER VILLARREAL, a denunciar Procedimiento Sucesorio, reconociendo sus derechos hereditarios dentro de la presente sucesión y que siendo el propio señor GERARDO ALMAGUER VILLARREAL, el albacea, cargo el cual acepta y se ha comprometido a desempeñar fiel y legalmente conforme a derecho, procederá a formar el inventario de los bienes de la herencia. La presente constancia deberá publicarse en el periódico El Porvenir que se edita en esta ciudad, por dos veces de diez en diez días, a fin de dar debido cumplimiento a lo preceptuado por los Artículos 881, 882 y demás relativos del Código de Procedimientos Civiles vigente en el Estado.: [735, 2264, 948, 2476]
- notary-signature: [735, 731, 948, 767]
- notice-title: AVISO NOTARIAL: [800, 1919, 883, 1932]
- signature-line: LIC. EVERARDO ALANIS GUERRA: [304, 1116, 460, 1128]
- notice-place-date: Apodaca, N.L. a 8 de diciembre de 2025: [506, 504, 674, 516]
- signature-line: (12 y 22): [363, 2535, 401, 2547]
- signature-line: ZAMBRANO: [583, 528, 640, 540]
- legal-notice: [276, 711, 488, 889]
- notice-body: Con fecha 04 (cuatro) de diciembre del 2025 (dos mil veinticinco), queda iniciado en esta Notaría Pública Número (51) cincuenta y uno a cargo del suscrito, el Juicio Sucesorio Testamentario a bienes del señor OFELIO LEAL RODRIGUEZ, denunciado por la señora YOLANDA GARCIA HERNANDEZ quien me expreso que acepta la herencia y los señores OFELIO PATRICIO LEAL GARCIA y MARCELO COSME LEAL GARCIA, quienes me expresaron que aceptan el cargo de albacea conferido a su favor, comprometiéndose a formular oportunamente el inventario y avalúo correspondiente. Lo que se publica en el Diario "El Porvenir" por dos veces de diez en diez días, en cumplimiento a lo dispuesto por el Artículo (882) ochocientos ochenta y dos del Código de Procedimientos Civiles para el Estado.: [276, 1965, 488, 2165]
- legal-notice: [506, 612, 718, 944]
- signature-line: NOTARIO PÚBLICO TITULAR.: [774, 291, 909, 303]
- notice-title: AVISO NOTARIAL: [570, 612, 654, 625]
- notice-place-date: ATENTAMENTE: [1195, 976, 1265, 988]
- notice-body: Con fecha 28 (veintiocho) de Noviembre del 2025 se inició en esta Notaría Pública a mi cargo, el Procedimiento de Sucesión Testamentario a bienes del señor JAVIER FRANCISCO MARTINEZ MONTEMAYOR, habiendo comparecido la señora NORMA ELIZABETH LANKENAU GARCIA deduciendo sus derechos hereditarios, aceptando la herencia y manifestó desempeñar el cargo de Albacea y que en su oportunidad procederá a formar el inventario de los bienes de la Masa Hereditaria. Se publicará por dos veces de diez en diez días en el Diario "El Porvenir" que se edita y circula en esta Entidad, tal como lo dispone el Artículo 882 del Código de Procedimientos Civiles vigente en el Estado.: [276, 424, 488, 601]
- notice-title: PUBLICACION NOTARIAL: [1010, 846, 1133, 858]
- signature-line: LIC. ANDRÉS ALONSO RODRÍGUEZ: [990, 1178, 1153, 1189]
- signature-line: LIC. ROBERTO HINOJOSA ELIZONDO: [1211, 1360, 1384, 1372]
- notice-body: Mediante la Escritura Pública número 13,994, de fecha 20 de Noviembre del 2025, se radicó en esta Notaría Pública a mi cargo la SUCESION TESTAMENTARIA EXTRAJUDICIAL A BIENES de MARGARIYA MARTHA FERNANDEZ QUIROGA, habiéndose nombrado como UNICOS Y UNIVERSALES HEREDEROS a RODRIGO RINCON FERNANDEZ Y MARTHA MARGARITA RINCON FERNANDEZ quienes aceptaron la herencia reconociendo sus derechos hereditarios, como ALBACEA a RODRIGO RINCON FERNANDEZ, quien aceptó el cargo conferido, protestando su fiel y legal desempeño, en la forma que se expresa en el Testamento, manifestando que va a proceder a formular el inventario de los bienes de la herencia, y como LEGATARIO a RODRIGO RINCON FERNANDEZ. Lo que se publica dos veces de diez en diez días, para los efectos del articulo 882 del Código de Procedimientos Civiles vigente en el Estado.: [506, 624, 718, 861]
- signature-line: (12 y 22): [1052, 817, 1091, 829]
- notice-place-date: Juárez N.L. a 05 de diciembre de 2025: [735, 719, 897, 731]
- notice-title: AVISO NOTARIAL: [570, 1729, 654, 1742]
- signature-line: (12 y 22): [1052, 2223, 1091, 2235]
- notice-body: Con esta fecha comparecieron ante esta Notaría Pública a mi cargo la señora MARIA DEL CONSUELO ROMERO Y FERNANDEZ y GUILLERMO CESAR ROMERO, exhibiéndome TESTAMENTO PÚBLICO ABIERTO y PARTIDA DE DEFUNCIÓN del señor GUILLERMO CESAR ROMERO, expresándome la señora MARIA DEL CONSUELO ROMERO Y FERNANDEZ, que acepta la herencia y reconoce sus derechos hereditarios, asimismo el señor GUILLERMO CESAR ROMERO, acepta el cargo de ALBACEA conferido y protesta el fiel y legal desempeño del mismo, agregando que en su momento procederá a formular el Inventario y Avalúo de los bienes de la herencia. Publíquese el presente en el Periódico "EL PORVENIR" que se edita en esta Ciudad, dos veces de diez en diez días, de acuerdo con lo que establece la parte final del artículo (882) ochocientos ochenta y dos del Código de Procedimientos Civiles Vigente en el Estado.: [965, 1673, 1178, 1910]
- signature-line: NOTARIO PUBLICO TITULAR: [1232, 1372, 1363, 1383]
- signature-line: NOTARIO PUBLICO NUMERO 31: [998, 351, 1145, 362]
- signature-line: GAGJ-451030-4S7: [111, 1049, 194, 1061]
- notice-place-date: ATENTAMENTE: [735, 2476, 806, 2488]
- issue-date: Lunes 22 de diciembre de 2025: [1124, 59, 1400, 80]
- signature-line: (12 y 22): [593, 932, 631, 943]
- notice-body: En la Notaria a mi cargo se radicó la TESTAMENTARIA a bienes de la Sra. MANUELA REYES MARES, quien falleció el 21 veintiuno de Septiembre de 2005 dos mil cinco, en el Municipio de Santiago, Nuevo León, donde tuvo su último domicilio. Acredita su derecho como única y universal heredera la Sra. MARTHA SONIA LOPEZ ALANIS, quien también asume el cargo de Albacea y que ya procede a formular inventario.: [276, 723, 488, 829]
- page-number: 6: [47, 50, 70, 90]
- notice-body: Para los efectos del artículo 881 (ochocientos ochenta y uno) y demás relativos del Código de Procedimientos Civiles vigente en el Estado, hago saber que en ésta Notaría a mi cargo, en ESCRITURA PÚBLICA NÚMERO 8205 (ocho mil doscientos cinco), de fecha 24 (veinticuatro) días del mes de octubre del 2025 (dos mil veinticinco), se inició la tramitación de SUCESIÓN TESTAMENTARIA A BIENES DE LA SEÑORA VICTORIA ARROY AMADOR, reconocen sus derechos hereditarios y aceptan la herencia por los señores MARCOS LLANAS ARROY Y BENJAMIN BALTAZAR LLANAS ARROY y además el señor MARCOS LLANAS ARROY acepta el cargo de Albacea que le fue conferido, manifestando que en su momento, procederá a formular el inventario correspondiente. Por lo que se convoca a todas las personas que se consideren con derecho a la herencia comparezcan a deducirlos dentro de los 30 (treinta) días siguientes contados a partir de la publicación del presente aviso, que se hace en el Diario "El Porvenir", en dos publicaciones que se harán de diez en diez días y que se fija en un lugar visible del local Oficial de la Notaria. Guadalupe, Nuevo León, a 24 (veinticuatro) días del mes de octubre del 2025 (dos mil veinticinco).: [1195, 1844, 1400, 2176]
- notice-body: Mediante Escritura Pública Número 23,446 (VEINTITRÉS MIL CUATROCIENTOS CUARENTA Y SEIS), de fecha 05 cinco de Diciembre del 2025 dos mil veinticinco, quedó RADICADA en esta Notaría Pública a mi cargo, la Sucesión Testamentaria a Bienes de la señora ELVIA GUAJARDO GARZA, compareciendo las señoras ESTHER GUAJARDO GARZA, MARCELA NAÑEZ GUAJARDO, en su carácter de Herederas Universales y la señora ELDA GUAJARDO GARZA, en su carácter de Albacea de la autora de la Sucesión, quien manifestó la aceptación del cargo, habiendo protestado su fiel y legal desempeño, lo que se da a conocer en cumplimiento a lo ordenado en el artículo 882 del Código de Procedimientos Civiles vigente en el Estado, por medio de dos publicaciones de diez en diez días en el periódico El Porvenir, que se edita en ésta Ciudad de Monterrey, Nuevo León.: [735, 1931, 948, 2155]
- signature-line: (12 y 22): [1278, 445, 1317, 456]
- signature-line: NOTARIA PUBLICA NUMERO 101: [767, 743, 917, 755]
- signature-line: NOTARIO PUBLICO NÚMERO 39: [998, 794, 1145, 805]
- signature-line: NUMERO 31: [1269, 746, 1326, 758]
- signature-line: LIC. YADIRA CAROLINA GALVAN GARZA: [749, 517, 935, 529]
- notice-body: El día 2-dos del mes de diciembre del año 2025-dos mil veinticinco, compareció ante esta Notaría Pública a mi cargo, FRANCISCO DE JESUS VALDEZ DE LA PEÑA, solicitando iniciar el Procedimiento Sucesorio Testamentario a bienes de su esposa ANGELICA SANCHEZ MARTINEZ, en su carácter de Heredero y albacea sustituto, de la referida Sucesión, y manifestó que es su deseo de que se tramite la misma de conformidad con lo que establece el artículo 882 del Código de Procedimientos Civiles vigente en el Estado de Nuevo León; convocando a todas aquellas personas que se crean con derecho a las masas hereditarias, a fin de que acudan a deducir sus derechos hereditarios dentro de la presente sucesión, al efecto me exhiben el Primer Testimonio de la Escritura Pública número 1036-mil treinta y seis, de fecha 12-doce de febrero de 1990-mil novecientos noventa, otorgada ante la fe del Licenciado Roberto Sergio Castillo Gamboa, quien fuera Titular de la Notaría Pública número 76- setenta y seis, misma que contiene el Testamento Público Abierto de la de cujus. Asimismo, me exhibe la partida de defunción de la autora de la sucesión, manifestando el heredero y albacea sustituto que acepta la herencia y el cargo que se le otorga, procederá a formar el acervo hereditario; lo que hice constar mediante Acta Fuera de Protocolo número 074/2631/25, (CERO SETENTA Y CUATRO DIAGONAL DOS MIL SEISCIENTOS TREINTA Y UNO DIAGONAL VEINTICINCO), de la fecha al principio citada. DOY FE.: [506, 114, 718, 504]
- legal-notice: [1195, 474, 1400, 782]
- column-4: [726, 99, 956, 2553]
- notice-body: Con fecha 05 de Diciembre de 2025 en Acta Fuera de Protocolo número 039/48,933/2025 se ha denunciado la SUCESIÓN TESTAMENTARIA ACUMULADA EN VÍA EXTRAJUDICIAL A BIENES DE JOSE SEBASTIAN GONZALEZ GARCIA, también conocido como SEBASTIÁN GONZALEZ GARCÍA y/o SEBASTIÁN GONZALEZ, Y PETRA BELTRÁN HERRERA por los derechos hereditarios que les corresponden a los señores MICAELA GONZALEZ BELTRAN Y SEBASTIAN GONZALEZ BELTRAN, concurriendo las señoras MARIA CLARA GONZALEZ BELTRAN Y MARIA HILDA GONZALEZ BELTRAN, todos por sus propios derechos y el señor SEBASTIAN GONZALEZ BELTRAN además en su carácter de Albacea, aceptando el cargo y protestando su fiel y legal desempeño, reconociendo sus derechos y exhibiendo a la Notario interviniente las Actas de Defunción de los De Cujus, así como las Actas de nacimiento de los herederos que justifican su entroncamiento con los autores de la Sucesión. Con fundamento en el Artículo 882 del Código de Procedimientos Civiles de Nuevo León, se da a conocer por medio de dos publicaciones que se harán de diez en diez en el periódico "El Porvenir", que se edita en esta ciudad, con el fin de que surtan sus efectos legales.: [965, 414, 1178, 746]
- legal-notice: [47, 1178, 259, 1817]
- signature-line: LIC. MANUEL JOSÉ PEÑA DORIA: [306, 841, 458, 853]
- notice-title: AVISO NOTARIAL: [1030, 403, 1113, 415]
- notice-title: AVISO NOTARIAL: [800, 1100, 883, 1112]
- signature-line: LIC. RAUL LOZANO MEDINA: [777, 1040, 907, 1052]
